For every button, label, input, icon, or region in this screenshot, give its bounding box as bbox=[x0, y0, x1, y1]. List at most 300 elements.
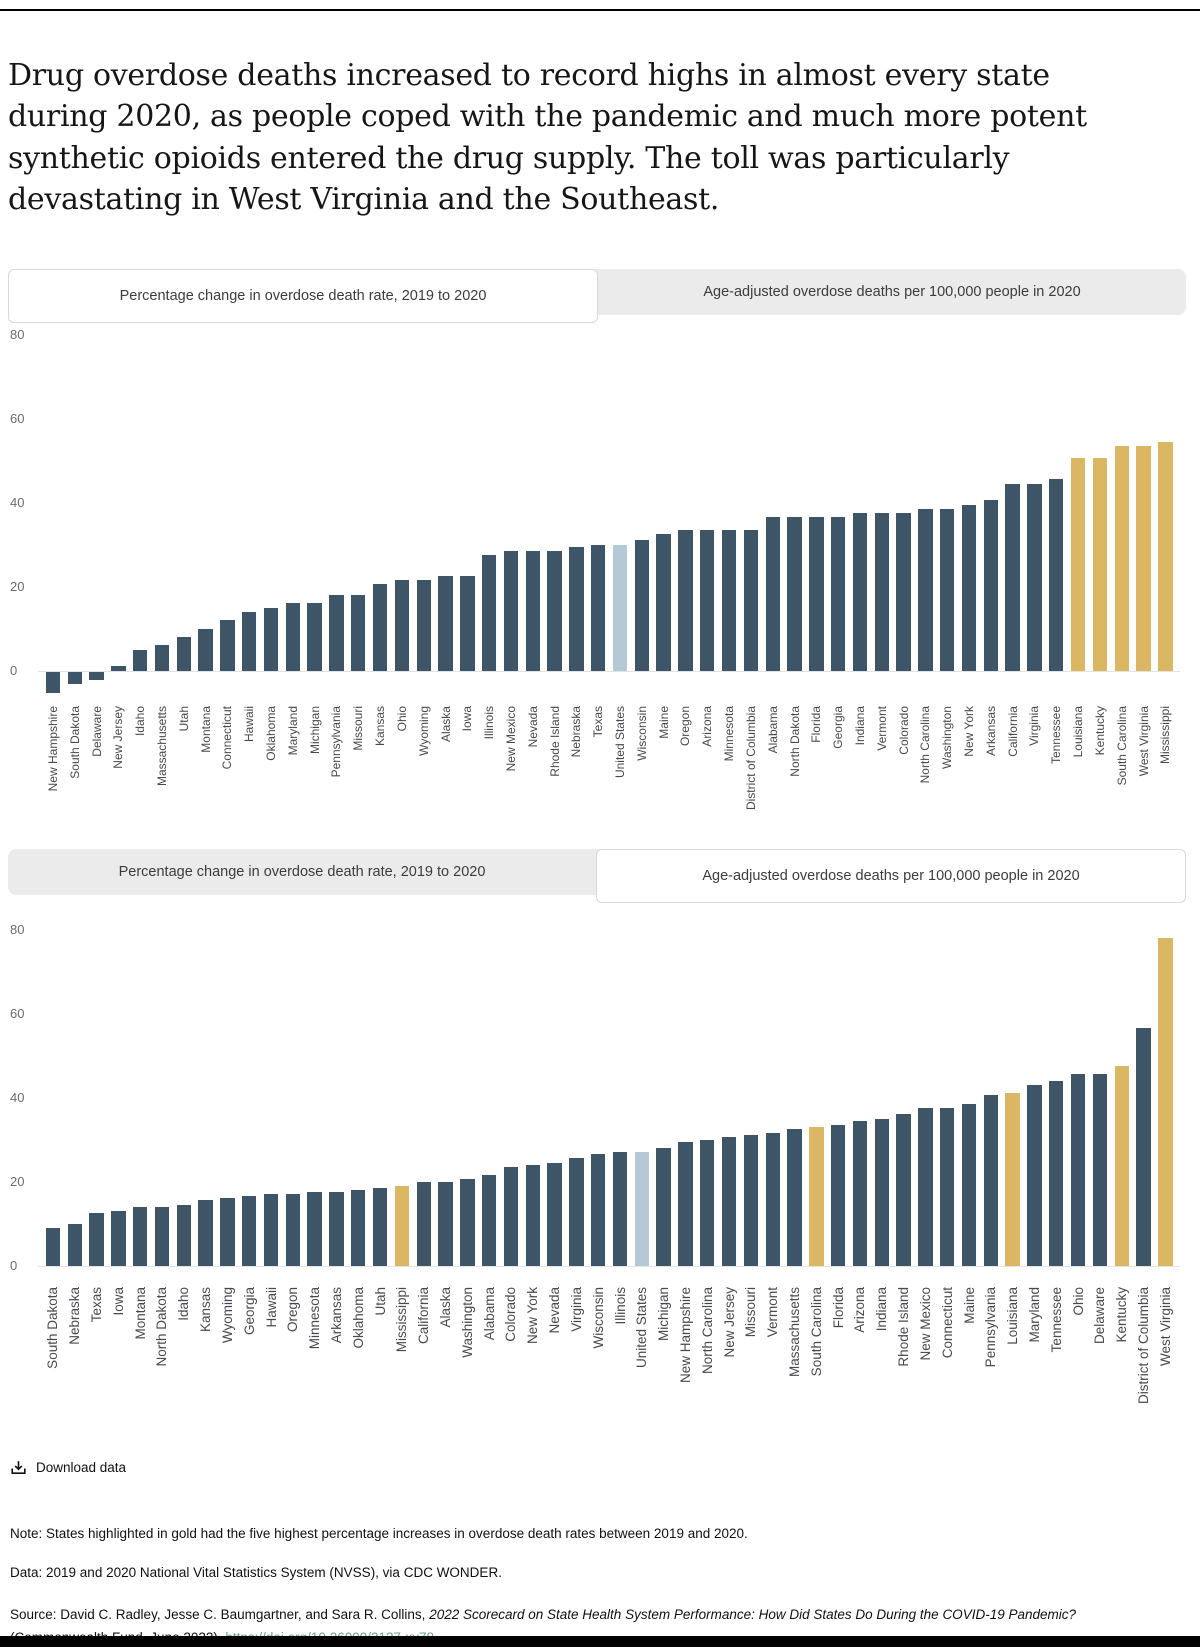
bar-louisiana bbox=[1071, 458, 1085, 670]
x-axis-label: Michigan bbox=[307, 705, 322, 754]
bar-ohio bbox=[395, 580, 409, 670]
bar-montana bbox=[198, 629, 212, 671]
bar-column bbox=[609, 903, 631, 1447]
bar-column bbox=[1002, 903, 1024, 1447]
x-axis-label: Washington bbox=[940, 705, 955, 769]
bar-column bbox=[326, 903, 348, 1447]
bar-new-york bbox=[962, 505, 976, 671]
bar-column bbox=[696, 903, 718, 1447]
bar-column bbox=[151, 903, 173, 1447]
x-axis-label: Alaska bbox=[438, 1286, 454, 1328]
bar-column bbox=[238, 323, 260, 849]
bar-column bbox=[304, 903, 326, 1447]
bar-column bbox=[391, 323, 413, 849]
note-text: Note: States highlighted in gold had the five highest percentage increases in overdose death rates between 2019 and 2020. bbox=[10, 1525, 748, 1541]
bar-column bbox=[86, 903, 108, 1447]
bar-column bbox=[1002, 323, 1024, 849]
x-axis-label: South Carolina bbox=[808, 1286, 824, 1376]
bar-iowa bbox=[111, 1211, 125, 1266]
bar-tennessee bbox=[1049, 479, 1063, 670]
bar-oklahoma bbox=[264, 608, 278, 671]
x-axis-label: Hawaii bbox=[242, 705, 257, 742]
bar-indiana bbox=[875, 1119, 889, 1266]
x-axis-label: California bbox=[1005, 705, 1020, 757]
bar-maryland bbox=[286, 603, 300, 670]
bar-column bbox=[391, 903, 413, 1447]
bar-utah bbox=[177, 637, 191, 671]
bar-georgia bbox=[831, 517, 845, 670]
bar-nevada bbox=[526, 551, 540, 671]
bar-column bbox=[958, 323, 980, 849]
bar-north-carolina bbox=[700, 1140, 714, 1266]
x-axis-label: Missouri bbox=[351, 705, 366, 751]
y-tick-label: 80 bbox=[10, 921, 25, 937]
x-axis-label: Florida bbox=[830, 1286, 846, 1328]
x-axis-label: Wisconsin bbox=[634, 705, 649, 761]
x-axis-label: Oregon bbox=[678, 705, 693, 746]
x-axis-label: Oklahoma bbox=[350, 1286, 366, 1349]
bar-indiana bbox=[853, 513, 867, 671]
bar-column bbox=[893, 323, 915, 849]
bar-arkansas bbox=[329, 1192, 343, 1266]
tab-percent-change[interactable]: Percentage change in overdose death rate, 2019 to 2020 bbox=[118, 863, 486, 880]
x-axis-label: Iowa bbox=[460, 705, 475, 731]
bar-south-dakota bbox=[68, 672, 82, 685]
bar-illinois bbox=[482, 555, 496, 671]
x-axis-label: Delaware bbox=[1092, 1286, 1108, 1344]
bar-hawaii bbox=[242, 612, 256, 671]
bar-column bbox=[827, 903, 849, 1447]
y-tick-label: 60 bbox=[10, 1005, 25, 1021]
bar-column bbox=[173, 323, 195, 849]
x-axis-label: United States bbox=[634, 1286, 650, 1368]
tab-deaths-per-100k[interactable]: Age-adjusted overdose deaths per 100,000 people in 2020 bbox=[703, 283, 1081, 300]
bar-column bbox=[1133, 903, 1155, 1447]
bar-utah bbox=[373, 1188, 387, 1266]
bar-column bbox=[1024, 903, 1046, 1447]
x-axis-label: District of Columbia bbox=[743, 705, 758, 810]
bar-virginia bbox=[1027, 484, 1041, 671]
x-axis-label: Washington bbox=[459, 1286, 475, 1358]
x-axis-label: Arkansas bbox=[983, 705, 998, 756]
bar-column bbox=[915, 903, 937, 1447]
bar-new-hampshire bbox=[46, 672, 60, 693]
bar-column bbox=[936, 323, 958, 849]
bar-column bbox=[369, 323, 391, 849]
x-axis-label: Maine bbox=[656, 705, 671, 739]
bar-alabama bbox=[482, 1175, 496, 1265]
x-axis-label: Iowa bbox=[110, 1286, 126, 1316]
x-axis-label: Virginia bbox=[1027, 705, 1042, 746]
bar-washington bbox=[940, 509, 954, 671]
bar-column bbox=[631, 323, 653, 849]
x-axis-label: North Carolina bbox=[918, 705, 933, 783]
bar-new-jersey bbox=[722, 1137, 736, 1265]
x-axis-label: Nevada bbox=[547, 1286, 563, 1334]
bar-south-dakota bbox=[46, 1228, 60, 1266]
x-axis-label: Wisconsin bbox=[590, 1286, 606, 1349]
x-axis-label: Arizona bbox=[852, 1286, 868, 1333]
bar-column bbox=[936, 903, 958, 1447]
bar-louisiana bbox=[1005, 1093, 1019, 1265]
bar-montana bbox=[133, 1207, 147, 1266]
x-axis-label: Connecticut bbox=[939, 1286, 955, 1358]
bar-column bbox=[849, 323, 871, 849]
bar-column bbox=[413, 323, 435, 849]
bar-arizona bbox=[853, 1121, 867, 1266]
bar-west-virginia bbox=[1136, 446, 1150, 671]
x-axis-label: Montana bbox=[198, 705, 213, 753]
x-axis-label: Missouri bbox=[743, 1286, 759, 1337]
x-axis-label: Georgia bbox=[831, 705, 846, 749]
bar-column bbox=[260, 903, 282, 1447]
bar-column bbox=[500, 903, 522, 1447]
bar-mississippi bbox=[1158, 442, 1172, 671]
bar-united-states bbox=[613, 545, 627, 671]
download-icon bbox=[10, 1459, 27, 1476]
bar-column bbox=[151, 323, 173, 849]
bar-column bbox=[1067, 323, 1089, 849]
bar-pennsylvania bbox=[329, 595, 343, 671]
x-axis-label: Mississippi bbox=[1158, 705, 1173, 764]
x-axis-label: Colorado bbox=[896, 705, 911, 755]
bar-district-of-columbia bbox=[744, 530, 758, 671]
x-axis-label: North Dakota bbox=[787, 705, 802, 777]
x-axis-label: Pennsylvania bbox=[329, 705, 344, 777]
x-axis-label: Alabama bbox=[765, 705, 780, 753]
x-axis-label: Texas bbox=[591, 705, 606, 737]
bar-west-virginia bbox=[1158, 938, 1172, 1266]
bar-kansas bbox=[198, 1200, 212, 1265]
bar-column bbox=[282, 903, 304, 1447]
x-axis-label: South Dakota bbox=[67, 705, 82, 779]
bar-district-of-columbia bbox=[1136, 1028, 1150, 1265]
bar-column bbox=[1111, 323, 1133, 849]
bar-massachusetts bbox=[787, 1129, 801, 1266]
bar-nevada bbox=[547, 1163, 561, 1266]
bar-alabama bbox=[766, 517, 780, 670]
source-prefix: Source: David C. Radley, Jesse C. Baumgartner, and Sara R. Collins, bbox=[10, 1606, 430, 1622]
x-axis-label: Alabama bbox=[481, 1286, 497, 1340]
bar-column bbox=[478, 323, 500, 849]
bar-north-carolina bbox=[918, 509, 932, 671]
bar-column bbox=[915, 323, 937, 849]
bar-column bbox=[805, 323, 827, 849]
x-axis-label: Rhode Island bbox=[896, 1286, 912, 1367]
bar-kansas bbox=[373, 584, 387, 670]
x-axis-label: West Virginia bbox=[1157, 1286, 1173, 1366]
bar-new-mexico bbox=[918, 1108, 932, 1266]
x-axis-label: Louisiana bbox=[1071, 705, 1086, 757]
bar-column bbox=[805, 903, 827, 1447]
top-rule bbox=[0, 9, 1200, 11]
bar-column bbox=[675, 323, 697, 849]
x-axis-label: Tennessee bbox=[1048, 1286, 1064, 1352]
bar-nebraska bbox=[569, 547, 583, 671]
x-axis-label: California bbox=[416, 1286, 432, 1344]
x-axis-label: Minnesota bbox=[722, 705, 737, 761]
bar-column bbox=[456, 323, 478, 849]
bar-column bbox=[1024, 323, 1046, 849]
bar-arizona bbox=[700, 530, 714, 671]
x-axis-label: Oregon bbox=[285, 1286, 301, 1332]
x-axis-label: Mississippi bbox=[394, 1286, 410, 1352]
bar-column bbox=[631, 903, 653, 1447]
download-label: Download data bbox=[36, 1459, 127, 1475]
bar-alaska bbox=[438, 576, 452, 671]
bar-column bbox=[871, 903, 893, 1447]
bar-column bbox=[827, 323, 849, 849]
x-axis-label: Massachusetts bbox=[787, 1286, 803, 1377]
bar-column bbox=[980, 323, 1002, 849]
bar-column bbox=[42, 323, 64, 849]
bar-california bbox=[1005, 484, 1019, 671]
x-axis-label: Wyoming bbox=[416, 705, 431, 756]
bar-michigan bbox=[656, 1148, 670, 1266]
bar-column bbox=[1045, 903, 1067, 1447]
bar-column bbox=[260, 323, 282, 849]
bar-florida bbox=[831, 1125, 845, 1266]
y-tick-label: 60 bbox=[10, 410, 25, 426]
x-axis-label: Rhode Island bbox=[547, 705, 562, 777]
bar-column bbox=[849, 903, 871, 1447]
bar-new-jersey bbox=[111, 666, 125, 670]
x-axis-label: Nebraska bbox=[569, 705, 584, 757]
bar-column bbox=[653, 903, 675, 1447]
bar-column bbox=[42, 903, 64, 1447]
bar-nebraska bbox=[68, 1224, 82, 1266]
bar-column bbox=[238, 903, 260, 1447]
bar-new-mexico bbox=[504, 551, 518, 671]
bar-vermont bbox=[766, 1133, 780, 1265]
bar-column bbox=[129, 903, 151, 1447]
bar-maine bbox=[962, 1104, 976, 1266]
bar-column bbox=[587, 903, 609, 1447]
x-axis-label: Arkansas bbox=[328, 1286, 344, 1343]
bar-column bbox=[544, 323, 566, 849]
bar-column bbox=[1067, 903, 1089, 1447]
bar-column bbox=[456, 903, 478, 1447]
y-tick-label: 40 bbox=[10, 1089, 25, 1105]
x-axis-label: Georgia bbox=[241, 1286, 257, 1335]
x-axis-label: Michigan bbox=[656, 1286, 672, 1341]
bar-column bbox=[958, 903, 980, 1447]
bar-column bbox=[413, 903, 435, 1447]
y-tick-label: 40 bbox=[10, 494, 25, 510]
x-axis-label: Illinois bbox=[612, 1286, 628, 1325]
bar-texas bbox=[89, 1213, 103, 1266]
bar-column bbox=[107, 903, 129, 1447]
x-axis-label: Utah bbox=[372, 1286, 388, 1316]
bar-massachusetts bbox=[155, 645, 169, 670]
x-axis-label: Idaho bbox=[133, 705, 148, 736]
bar-delaware bbox=[1093, 1074, 1107, 1265]
x-axis-label: Colorado bbox=[503, 1286, 519, 1342]
bar-michigan bbox=[307, 603, 321, 670]
y-tick-label: 0 bbox=[10, 662, 18, 678]
bar-column bbox=[1154, 323, 1176, 849]
bar-column bbox=[740, 903, 762, 1447]
bar-column bbox=[129, 323, 151, 849]
bar-minnesota bbox=[722, 530, 736, 671]
bar-iowa bbox=[460, 576, 474, 671]
x-axis-label: Oklahoma bbox=[264, 705, 279, 761]
x-axis-label: Pennsylvania bbox=[983, 1286, 999, 1367]
bar-column bbox=[696, 323, 718, 849]
x-axis-label: Wyoming bbox=[219, 1286, 235, 1343]
x-axis-label: Indiana bbox=[852, 705, 867, 745]
bar-column bbox=[609, 323, 631, 849]
x-axis-label: Illinois bbox=[482, 705, 497, 739]
bar-mississippi bbox=[395, 1186, 409, 1266]
bar-north-dakota bbox=[787, 517, 801, 670]
bar-column bbox=[435, 903, 457, 1447]
bar-column bbox=[1045, 323, 1067, 849]
bar-column bbox=[500, 323, 522, 849]
x-axis-label: New Hampshire bbox=[45, 705, 60, 791]
x-axis-label: United States bbox=[613, 705, 628, 778]
bar-wyoming bbox=[417, 580, 431, 670]
bar-missouri bbox=[744, 1135, 758, 1265]
bar-hawaii bbox=[264, 1194, 278, 1265]
bar-connecticut bbox=[940, 1108, 954, 1266]
bar-pennsylvania bbox=[984, 1095, 998, 1265]
bar-column bbox=[369, 903, 391, 1447]
chart-percent-change bbox=[8, 269, 1192, 849]
bar-ohio bbox=[1071, 1074, 1085, 1265]
bar-column bbox=[566, 903, 588, 1447]
x-axis-label: Maryland bbox=[285, 705, 300, 755]
bar-column bbox=[784, 903, 806, 1447]
bar-south-carolina bbox=[1115, 446, 1129, 671]
bar-plot-percent-change bbox=[8, 323, 1192, 849]
bar-north-dakota bbox=[155, 1207, 169, 1266]
bar-column bbox=[522, 323, 544, 849]
x-axis-label: New Jersey bbox=[111, 705, 126, 769]
bar-column bbox=[107, 323, 129, 849]
bar-maryland bbox=[1027, 1085, 1041, 1266]
bar-column bbox=[980, 903, 1002, 1447]
bar-column bbox=[522, 903, 544, 1447]
source-title-italic: 2022 Scorecard on State Health System Performance: How Did States Do During the COVID-19 Pandemic? bbox=[429, 1606, 1076, 1622]
bar-column bbox=[217, 903, 239, 1447]
x-axis-label: New York bbox=[525, 1286, 541, 1344]
page-title: Drug overdose deaths increased to record highs in almost every state during 2020, as people coped with the pandemic and much more potent synthetic opioids entered the drug supply. The toll was particularly devastating in West Virginia and the Southeast. bbox=[8, 58, 1087, 218]
x-axis-label: Nebraska bbox=[67, 1286, 83, 1345]
bar-column bbox=[784, 323, 806, 849]
bar-virginia bbox=[569, 1158, 583, 1265]
x-axis-label: New Mexico bbox=[503, 705, 518, 771]
bar-united-states bbox=[635, 1152, 649, 1265]
bar-column bbox=[64, 903, 86, 1447]
x-axis-label: South Carolina bbox=[1114, 705, 1129, 785]
download-data-button[interactable] bbox=[10, 1459, 126, 1476]
y-tick-label: 80 bbox=[10, 326, 25, 342]
tab-deaths-per-100k[interactable]: Age-adjusted overdose deaths per 100,000 people in 2020 bbox=[596, 849, 1186, 903]
bar-column bbox=[347, 903, 369, 1447]
x-axis-label: Kansas bbox=[198, 1286, 214, 1332]
bar-column bbox=[326, 323, 348, 849]
x-axis-label: Utah bbox=[176, 705, 191, 731]
x-axis-label: Tennessee bbox=[1049, 705, 1064, 764]
bar-delaware bbox=[89, 672, 103, 680]
bar-kentucky bbox=[1115, 1066, 1129, 1266]
bar-column bbox=[762, 323, 784, 849]
y-tick-label: 0 bbox=[10, 1257, 18, 1273]
tab-percent-change[interactable]: Percentage change in overdose death rate, 2019 to 2020 bbox=[8, 269, 598, 323]
x-axis-label: Kentucky bbox=[1092, 705, 1107, 755]
bar-oregon bbox=[286, 1194, 300, 1265]
bar-maine bbox=[656, 534, 670, 671]
chart2-tabs bbox=[8, 849, 1186, 895]
x-axis-label: New York bbox=[962, 705, 977, 757]
bar-florida bbox=[809, 517, 823, 670]
x-axis-label: Minnesota bbox=[307, 1286, 323, 1349]
bar-rhode-island bbox=[896, 1114, 910, 1265]
bar-column bbox=[675, 903, 697, 1447]
x-axis-label: Kansas bbox=[373, 705, 388, 746]
bar-column bbox=[566, 323, 588, 849]
bar-minnesota bbox=[307, 1192, 321, 1266]
bar-column bbox=[435, 323, 457, 849]
bar-column bbox=[893, 903, 915, 1447]
x-axis-label: West Virginia bbox=[1136, 705, 1151, 776]
bar-column bbox=[718, 903, 740, 1447]
bar-column bbox=[1133, 323, 1155, 849]
y-tick-label: 20 bbox=[10, 1173, 25, 1189]
bar-oregon bbox=[678, 530, 692, 671]
bar-column bbox=[762, 903, 784, 1447]
x-axis-label: New Jersey bbox=[721, 1286, 737, 1358]
bar-arkansas bbox=[984, 500, 998, 670]
x-axis-label: Indiana bbox=[874, 1286, 890, 1331]
x-axis-label: Montana bbox=[132, 1286, 148, 1340]
x-axis-label: Ohio bbox=[394, 705, 409, 731]
x-axis-label: Nevada bbox=[525, 705, 540, 747]
x-axis-label: Hawaii bbox=[263, 1286, 279, 1328]
bar-column bbox=[86, 323, 108, 849]
x-axis-label: Alaska bbox=[438, 705, 453, 742]
x-axis-label: Texas bbox=[89, 1286, 105, 1322]
bar-column bbox=[173, 903, 195, 1447]
bar-tennessee bbox=[1049, 1081, 1063, 1266]
bar-column bbox=[282, 323, 304, 849]
x-axis-label: Louisiana bbox=[1005, 1286, 1021, 1345]
y-tick-label: 20 bbox=[10, 578, 25, 594]
bar-illinois bbox=[613, 1152, 627, 1265]
x-axis-label: Vermont bbox=[765, 1286, 781, 1337]
bar-washington bbox=[460, 1179, 474, 1265]
x-axis-label: Delaware bbox=[89, 705, 104, 757]
bar-oklahoma bbox=[351, 1190, 365, 1266]
bar-column bbox=[478, 903, 500, 1447]
bar-california bbox=[417, 1182, 431, 1266]
chart1-tabs bbox=[8, 269, 1186, 315]
bar-column bbox=[740, 323, 762, 849]
bar-connecticut bbox=[220, 620, 234, 670]
x-axis-label: Connecticut bbox=[220, 705, 235, 769]
bar-column bbox=[544, 903, 566, 1447]
x-axis-label: Florida bbox=[809, 705, 824, 743]
bar-column bbox=[653, 323, 675, 849]
bar-column bbox=[718, 323, 740, 849]
bar-column bbox=[1089, 903, 1111, 1447]
bar-column bbox=[304, 323, 326, 849]
x-axis-label: Massachusetts bbox=[154, 705, 169, 786]
bar-column bbox=[64, 323, 86, 849]
page-body bbox=[0, 55, 1200, 1649]
bar-idaho bbox=[133, 650, 147, 671]
